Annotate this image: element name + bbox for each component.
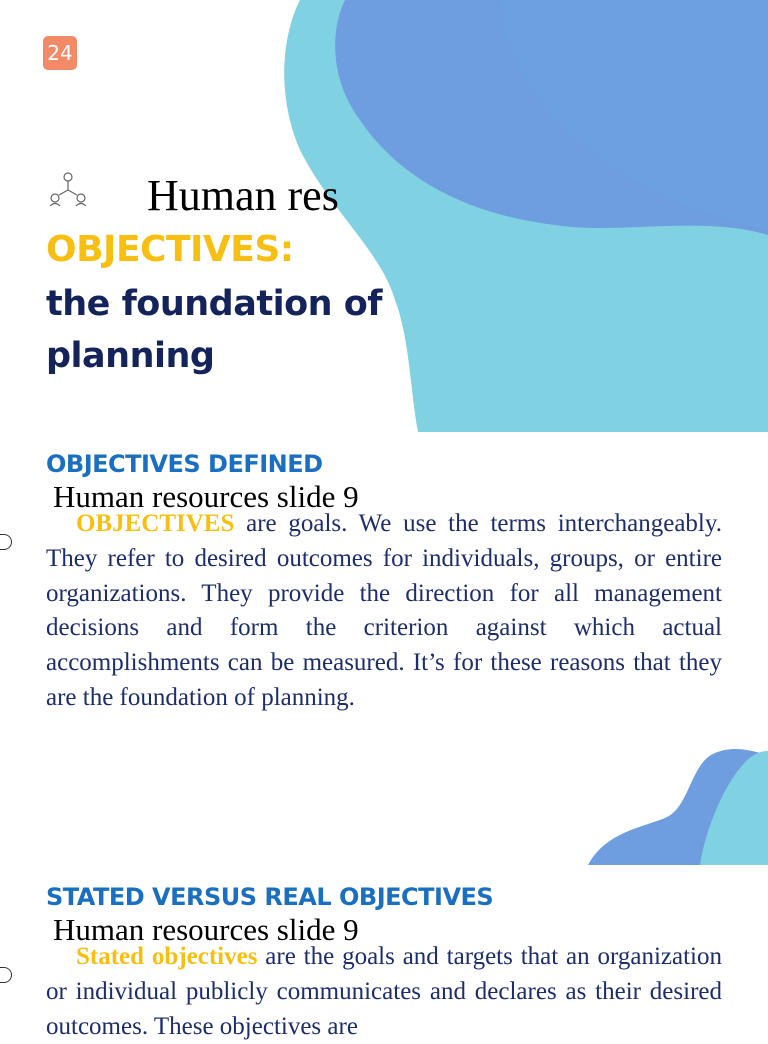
slide-label: Human resources slide 9	[53, 912, 359, 947]
lead-term: OBJECTIVES	[76, 510, 235, 537]
section-heading-stated-vs-real: STATED VERSUS REAL OBJECTIVES	[46, 883, 494, 911]
page-number-badge: 24	[43, 36, 77, 70]
page-side-tab[interactable]	[0, 967, 12, 983]
running-title: Human res	[147, 171, 339, 220]
people-network-icon	[48, 170, 88, 208]
slide-label: Human resources slide 9	[53, 479, 359, 514]
paragraph-text: are goals. We use the terms interchangeably. They refer to desired outcomes for individuals, groups, or entire organizations. They provide the direction for all management decisions and form the criterion against which actual accomplishments can be measured. It’s for these reasons that they are the foundation of planning.	[46, 510, 722, 711]
stated-objectives-paragraph	[46, 940, 722, 1044]
slide-2	[0, 433, 768, 865]
slide-1	[0, 0, 768, 432]
objectives-heading: OBJECTIVES:	[46, 229, 294, 270]
slide-3	[0, 866, 768, 1040]
section-heading-objectives-defined: OBJECTIVES DEFINED	[46, 450, 323, 478]
objectives-defined-paragraph	[46, 507, 722, 716]
objectives-subheading: the foundation of planning	[46, 284, 382, 376]
paragraph-text: are the goals and targets that an organization or individual publicly communicates and declares as their desired outcomes. These objectives are	[46, 943, 722, 1040]
lead-term: Stated objectives	[76, 943, 258, 970]
